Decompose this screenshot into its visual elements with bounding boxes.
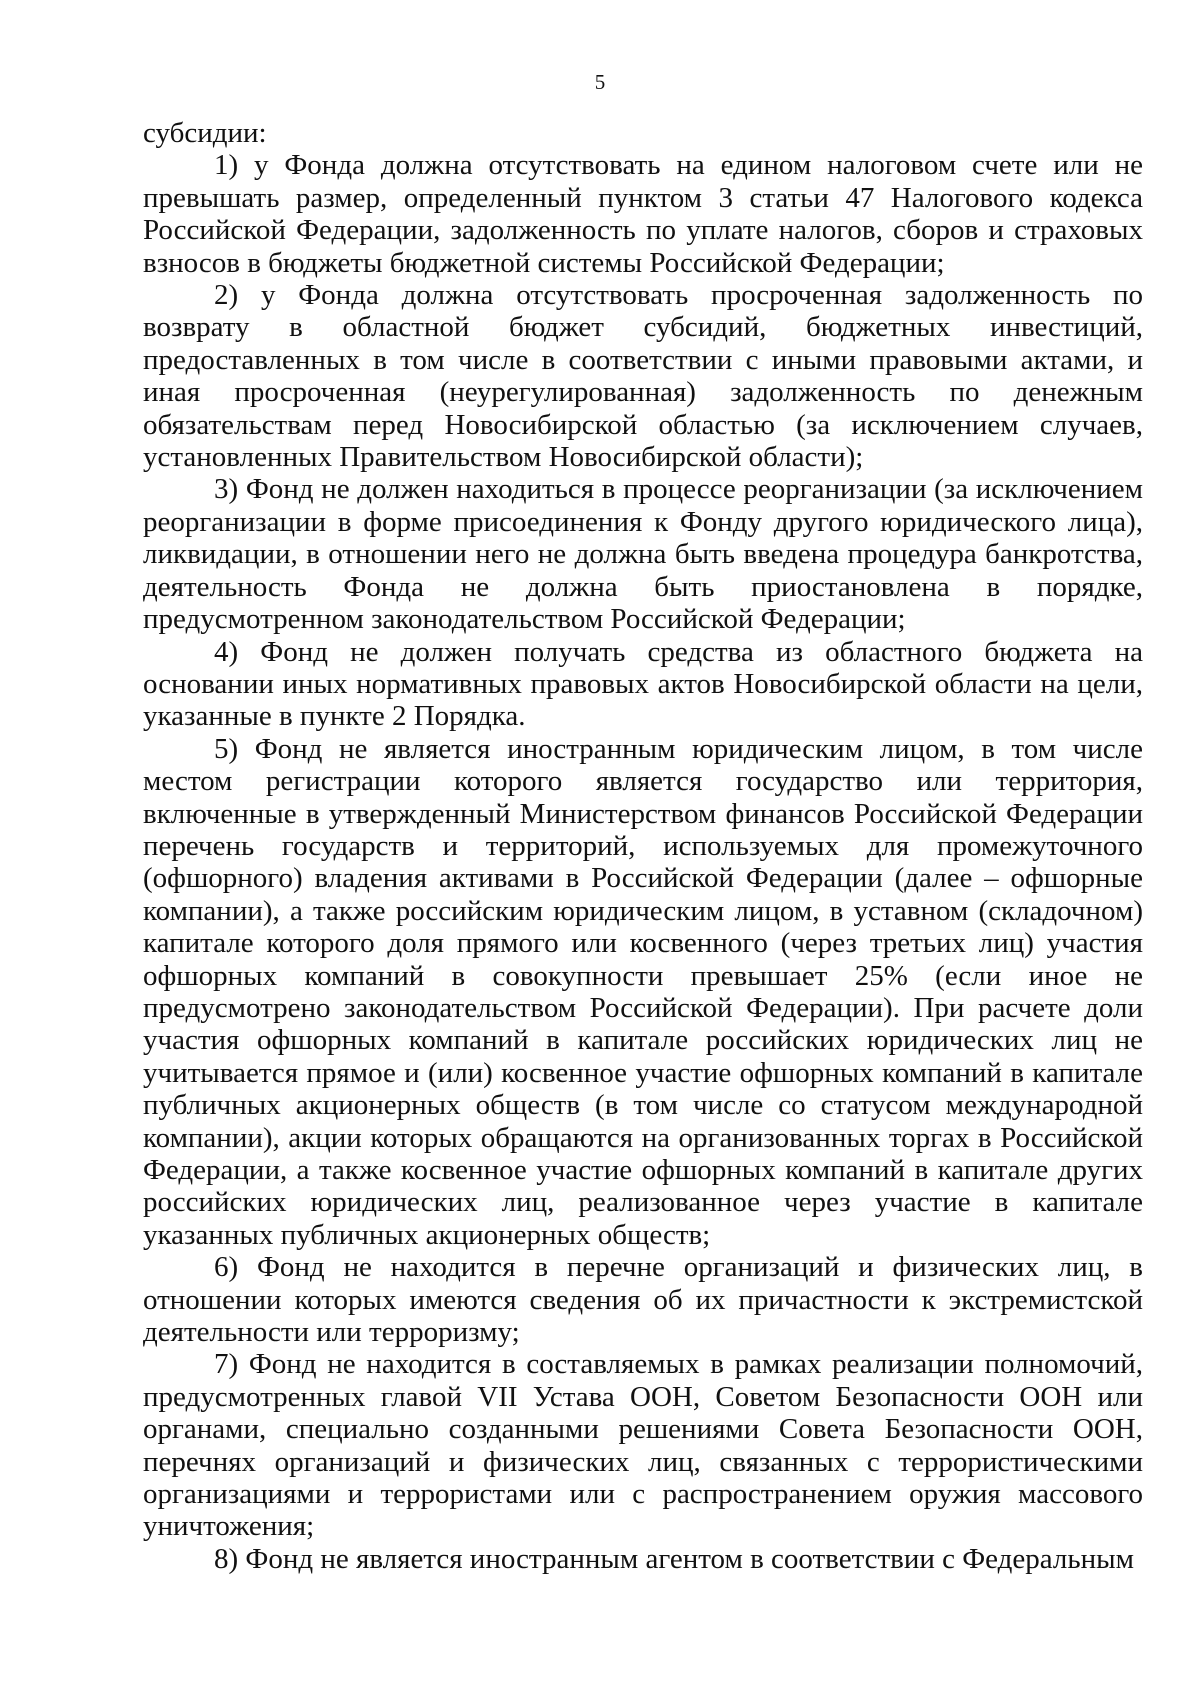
- list-item-7: 7) Фонд не находится в составляемых в рамках реализации полномочий, предусмотренных главой VII Устава ООН, Советом Безопасности ООН или органами, специально созданными решениями Совета Безопасности ООН, перечнях организаций и физических лиц, связанных с террористическими организациями и террористами или с распространением оружия массового уничтожения;: [143, 1348, 1143, 1543]
- list-item-8: 8) Фонд не является иностранным агентом в соответствии с Федеральным: [214, 1542, 1134, 1575]
- list-item-5: 5) Фонд не является иностранным юридическим лицом, в том числе местом регистрации которого является государство или территория, включенные в утвержденный Министерством финансов Российской Федерации перечень государств и территорий, используемых для промежуточного (офшорного) владения активами в Российской Федерации (далее – офшорные компании), а также российским юридическим лицом, в уставном (складочном) капитале которого доля прямого или косвенного (через третьих лиц) участия офшорных компаний в совокупности превышает 25% (если иное не предусмотрено законодательством Российской Федерации). При расчете доли участия офшорных компаний в капитале российских юридических лиц не учитывается прямое и (или) косвенное участие офшорных компаний в капитале публичных акционерных обществ (в том числе со статусом международной компании), акции которых обращаются на организованных торгах в Российской Федерации, а также косвенное участие офшорных компаний в капитале других российских юридических лиц, реализованное через участие в капитале указанных публичных акционерных обществ;: [143, 732, 1143, 1251]
- list-item-6: 6) Фонд не находится в перечне организаций и физических лиц, в отношении которых имеются сведения об их причастности к экстремистской деятельности или терроризму;: [143, 1251, 1143, 1349]
- page-number: 5: [594, 70, 606, 94]
- document-body: [143, 117, 1143, 1575]
- list-item-3: 3) Фонд не должен находиться в процессе реорганизации (за исключением реорганизации в форме присоединения к Фонду другого юридического лица), ликвидации, в отношении него не должна быть введена процедура банкротства, деятельность Фонда не должна быть приостановлена в порядке, предусмотренном законодательством Российской Федерации;: [143, 473, 1143, 636]
- list-item-2: 2) у Фонда должна отсутствовать просроченная задолженность по возврату в областной бюджет субсидий, бюджетных инвестиций, предоставленных в том числе в соответствии с иными правовыми актами, и иная просроченная (неурегулированная) задолженность по денежным обязательствам перед Новосибирской областью (за исключением случаев, установленных Правительством Новосибирской области);: [143, 279, 1143, 474]
- intro-line: субсидии:: [143, 117, 267, 149]
- list-item-1: 1) у Фонда должна отсутствовать на едином налоговом счете или не превышать размер, определенный пунктом 3 статьи 47 Налогового кодекса Российской Федерации, задолженность по уплате налогов, сборов и страховых взносов в бюджеты бюджетной системы Российской Федерации;: [143, 149, 1143, 279]
- list-item-4: 4) Фонд не должен получать средства из областного бюджета на основании иных нормативных правовых актов Новосибирской области на цели, указанные в пункте 2 Порядка.: [143, 635, 1143, 733]
